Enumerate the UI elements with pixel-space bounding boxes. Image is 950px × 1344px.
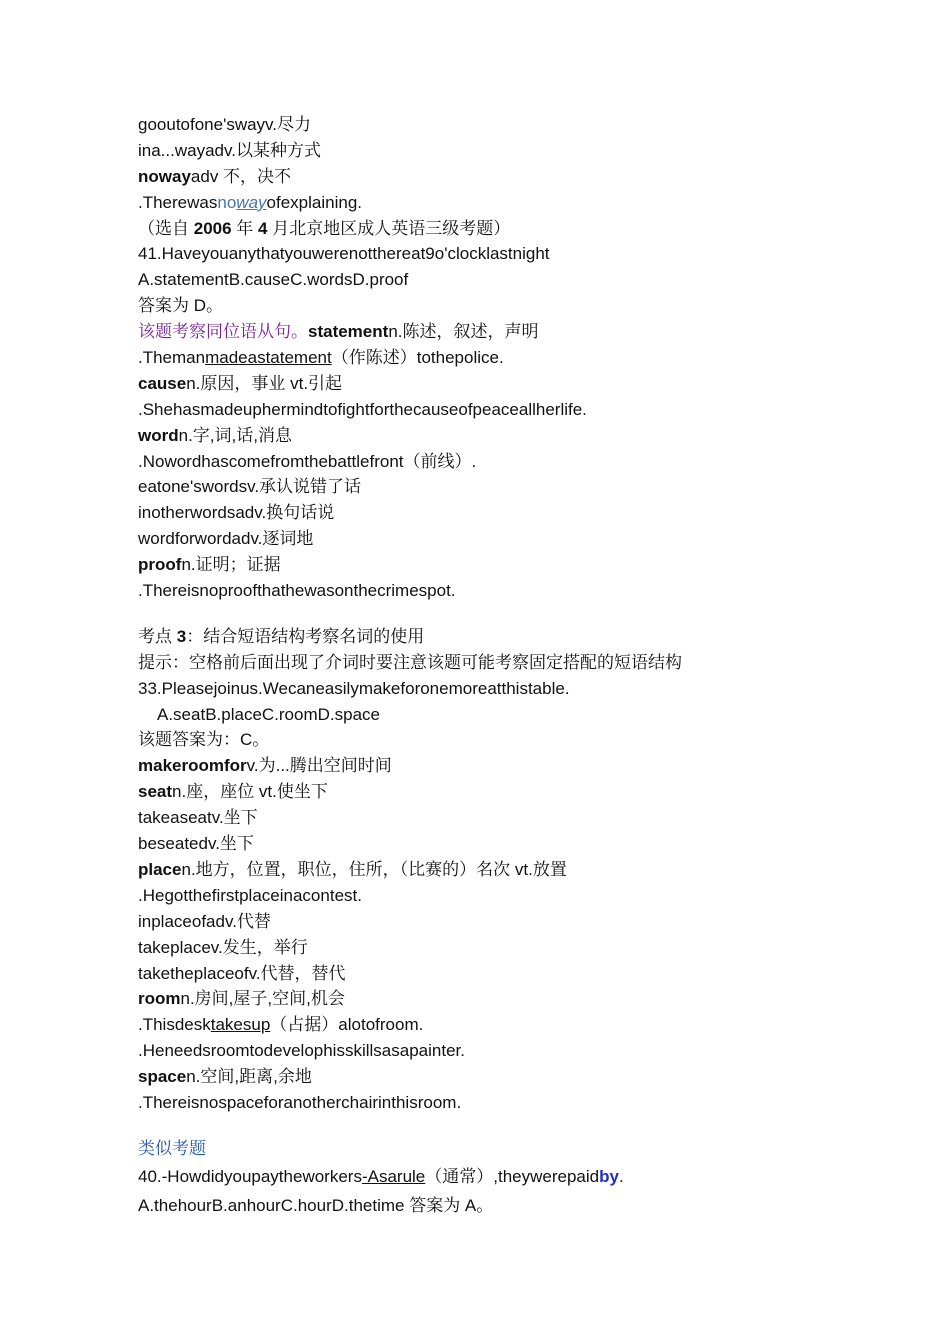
term-bold: space — [138, 1067, 187, 1087]
highlight-text: way — [236, 192, 267, 212]
example-sentence — [138, 190, 898, 216]
options-line — [138, 702, 898, 728]
line-text: adv 不，决不 — [190, 166, 292, 186]
line-text: 33.Pleasejoinus.Wecaneasilymakeforonemoreatthistable. — [138, 678, 570, 698]
text-line — [138, 526, 898, 552]
line-text: 40.-Howdidyoupaytheworkers — [138, 1166, 362, 1186]
term-bold: room — [138, 989, 181, 1009]
text-line — [138, 831, 898, 857]
question-line — [138, 676, 898, 702]
term-bold: makeroomfor — [138, 756, 247, 776]
source-note — [138, 216, 898, 242]
section-heading — [138, 1136, 898, 1162]
line-text: A.seatB.placeC.roomD.space — [157, 704, 380, 724]
text-line — [138, 805, 898, 831]
term-bold: cause — [138, 373, 187, 393]
line-text: 答案为 D。 — [138, 296, 223, 316]
term-bold: proof — [138, 555, 182, 575]
text-line — [138, 779, 898, 805]
line-text: n.字,词,话,消息 — [178, 425, 292, 445]
options-line — [138, 267, 898, 293]
answer-line — [138, 293, 898, 319]
text-line — [138, 1064, 898, 1090]
line-text: n.空间,距离,余地 — [186, 1067, 312, 1087]
text-line — [138, 164, 898, 190]
line-text: ：结合短语结构考察名词的使用 — [186, 626, 425, 646]
line-text: n.证明；证据 — [181, 555, 281, 575]
term-bold: place — [138, 859, 182, 879]
example-sentence — [138, 397, 898, 423]
term-bold: word — [138, 425, 179, 445]
text-line — [138, 552, 898, 578]
line-text: A.thehourB.anhourC.hourD.thetime 答案为 A。 — [138, 1195, 494, 1215]
line-text: gooutofone'swayv.尽力 — [138, 115, 312, 134]
paragraph-gap — [138, 604, 898, 624]
line-text: 月北京地区成人英语三级考题） — [267, 218, 511, 238]
text-line — [138, 138, 898, 164]
line-text: .Thereisnospaceforanotherchairinthisroom. — [138, 1092, 462, 1112]
line-text: wordforwordadv.逐词地 — [138, 529, 314, 549]
text-line — [138, 319, 898, 345]
line-text: .Heneedsroomtodevelophisskillsasapainter. — [138, 1041, 465, 1061]
term-bold: noway — [138, 166, 191, 186]
line-text: .Thisdesk — [138, 1015, 211, 1035]
underlined-phrase: -Asarule — [361, 1166, 426, 1186]
line-text: 41.Haveyouanythatyouwerenotthereat9o'clocklastnight — [138, 244, 550, 264]
term-bold: statement — [308, 322, 389, 342]
line-text: inotherwordsadv.换句话说 — [138, 503, 335, 523]
line-text: （通常）,theywerepaid — [425, 1166, 600, 1186]
number-bold: 3 — [176, 626, 187, 646]
paragraph-gap — [138, 1116, 898, 1136]
year-bold: 2006 — [193, 218, 232, 238]
line-text: 考点 — [138, 626, 177, 646]
highlight-text: no — [217, 192, 237, 212]
line-text: （选自 — [138, 218, 194, 238]
line-text: ina...wayadv.以某种方式 — [138, 140, 321, 160]
line-text: 年 — [231, 218, 259, 238]
line-text: eatone'swordsv.承认说错了话 — [138, 477, 362, 497]
line-text: . — [618, 1166, 624, 1186]
example-sentence — [138, 1090, 898, 1116]
options-line — [138, 1191, 898, 1220]
line-text: 该题答案为：C。 — [138, 730, 270, 750]
line-text: A.statementB.causeC.wordsD.proof — [138, 270, 409, 290]
question-line — [138, 1162, 898, 1191]
line-text: （占据）alotofroom. — [270, 1015, 424, 1035]
example-sentence — [138, 1038, 898, 1064]
term-bold: seat — [138, 782, 173, 802]
line-text: n.地方，位置，职位，住所，（比赛的）名次 vt.放置 — [181, 859, 567, 879]
line-text: takeplacev.发生，举行 — [138, 937, 308, 957]
section-heading — [138, 624, 898, 650]
line-text: v.为...腾出空间时间 — [246, 756, 392, 776]
line-text: .Theman — [138, 348, 206, 368]
example-sentence — [138, 1012, 898, 1038]
hint-line — [138, 650, 898, 676]
line-text: 提示：空格前后面出现了介词时要注意该题可能考察固定搭配的短语结构 — [138, 652, 682, 672]
text-line — [138, 112, 898, 138]
question-line — [138, 241, 898, 267]
example-sentence — [138, 578, 898, 604]
line-text: ofexplaining. — [266, 192, 362, 212]
text-line — [138, 961, 898, 987]
line-text: （作陈述）tothepolice. — [331, 348, 504, 368]
line-text: taketheplaceofv.代替，替代 — [138, 963, 346, 983]
example-sentence — [138, 883, 898, 909]
text-line — [138, 753, 898, 779]
month-bold: 4 — [258, 218, 268, 238]
line-text: inplaceofadv.代替 — [138, 911, 271, 931]
similar-questions-heading: 类似考题 — [138, 1138, 206, 1158]
text-line — [138, 423, 898, 449]
line-text: .Hegotthefirstplaceinacontest. — [138, 885, 362, 905]
analysis-text: 该题考察同位语从句。 — [138, 322, 308, 342]
line-text: n.原因，事业 vt.引起 — [186, 373, 343, 393]
text-line — [138, 500, 898, 526]
highlight-bold: by — [599, 1166, 619, 1186]
line-text: n.房间,屋子,空间,机会 — [180, 989, 345, 1009]
text-line — [138, 474, 898, 500]
text-line — [138, 986, 898, 1012]
line-text: .Thereisnoproofthathewasonthecrimespot. — [138, 581, 456, 601]
example-sentence — [138, 449, 898, 475]
text-line — [138, 935, 898, 961]
text-line — [138, 371, 898, 397]
example-sentence — [138, 345, 898, 371]
line-text: .Shehasmadeuphermindtofightforthecauseofpeaceallherlife. — [138, 399, 587, 419]
text-line — [138, 909, 898, 935]
line-text: .Nowordhascomefromthebattlefront（前线）. — [138, 451, 477, 471]
line-text: .Therewas — [138, 192, 218, 212]
line-text: takeaseatv.坐下 — [138, 808, 258, 828]
line-text: n.座，座位 vt.使坐下 — [172, 782, 328, 802]
line-text: n.陈述，叙述，声明 — [388, 322, 539, 342]
underlined-phrase: madeastatement — [205, 348, 332, 368]
answer-line — [138, 727, 898, 753]
line-text: beseatedv.坐下 — [138, 834, 254, 854]
document-body — [138, 112, 898, 1220]
underlined-phrase: takesup — [210, 1015, 271, 1035]
text-line — [138, 857, 898, 883]
